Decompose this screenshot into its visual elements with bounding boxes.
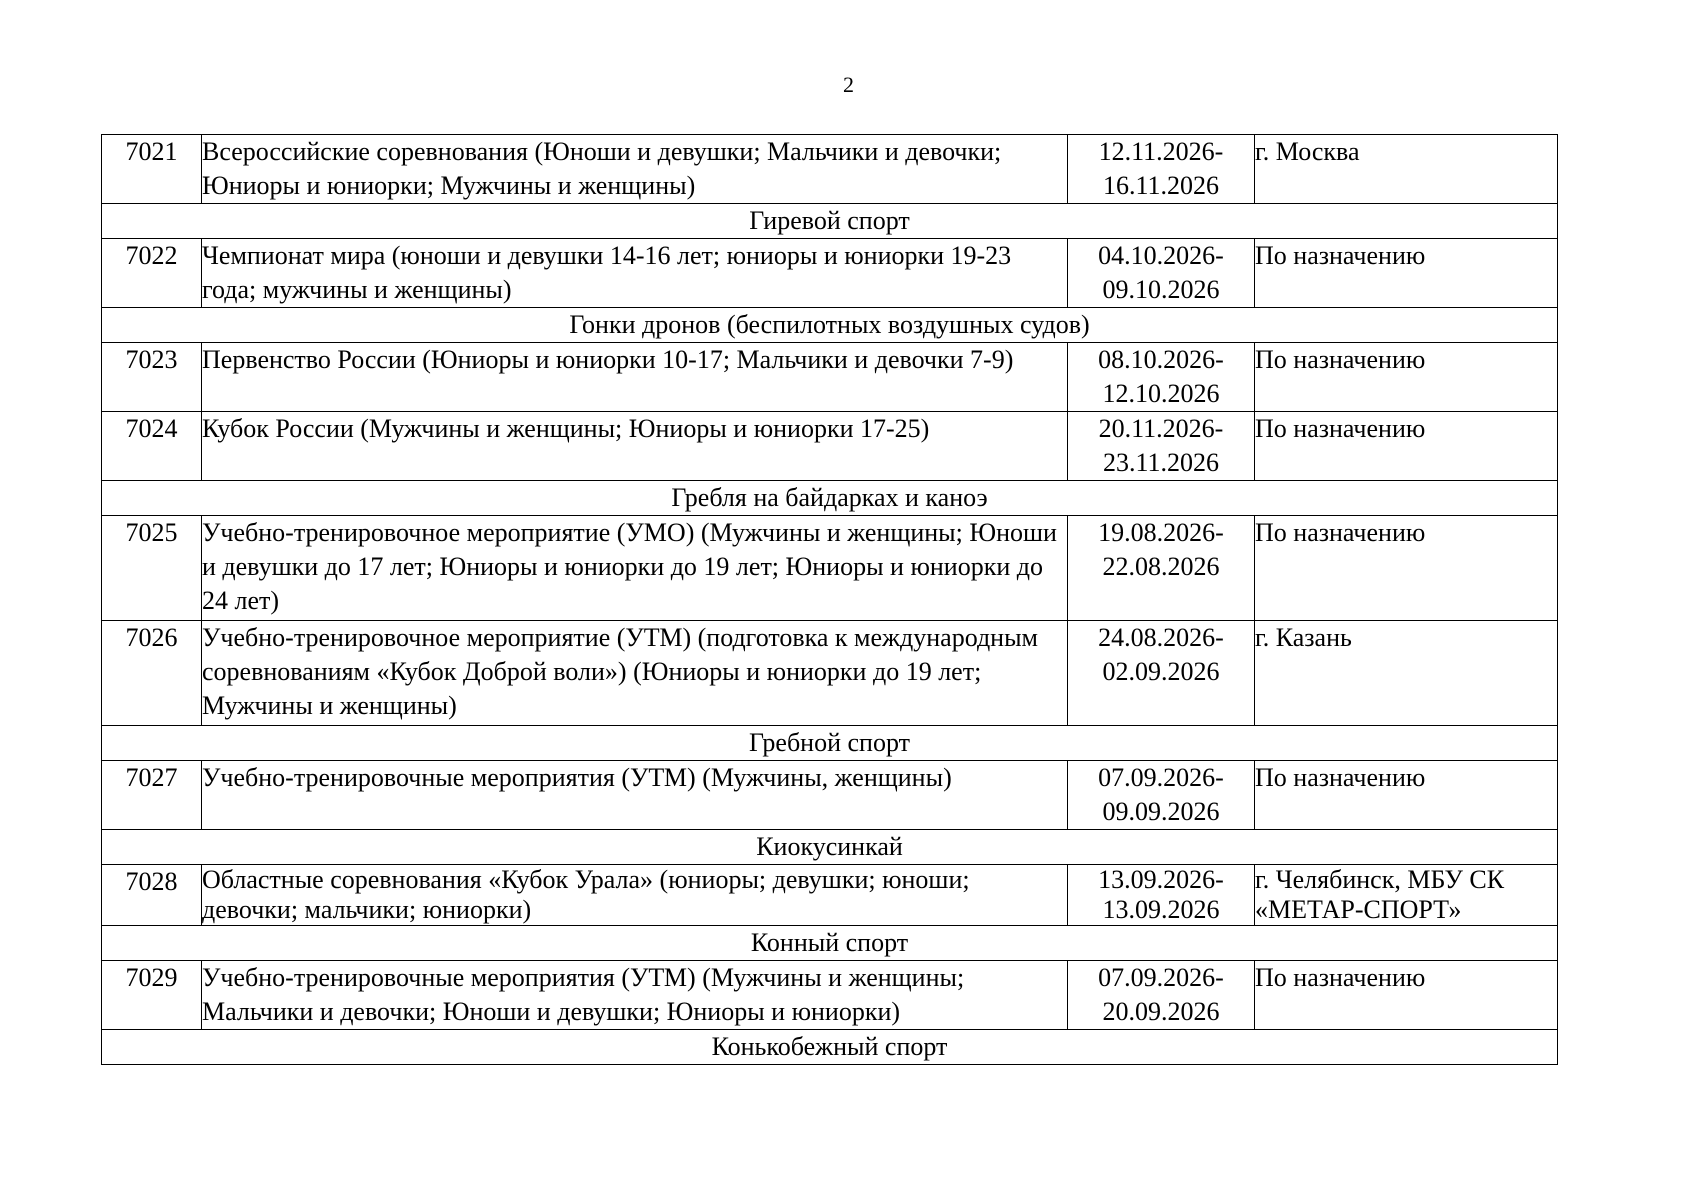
section-row: [102, 481, 1558, 516]
event-number: 7023: [102, 343, 202, 412]
section-title: Гребля на байдарках и каноэ: [102, 481, 1558, 516]
section-row: [102, 1030, 1558, 1065]
section-row: [102, 308, 1558, 343]
event-dates: [1068, 516, 1255, 621]
section-row: [102, 926, 1558, 961]
table-row: [102, 621, 1558, 726]
event-number: 7024: [102, 412, 202, 481]
event-dates: [1068, 761, 1255, 830]
table-row: [102, 135, 1558, 204]
event-title: Чемпионат мира (юноши и девушки 14-16 лет; юниоры и юниорки 19-23 года; мужчины и женщины): [202, 239, 1068, 308]
date-start: 13.09.2026-: [1098, 865, 1224, 894]
event-place: [1255, 516, 1558, 621]
event-place: [1255, 239, 1558, 308]
section-title: Гребной спорт: [102, 726, 1558, 761]
event-title: Кубок России (Мужчины и женщины; Юниоры и юниорки 17-25): [202, 412, 1068, 481]
event-dates: [1068, 343, 1255, 412]
table-row: [102, 239, 1558, 308]
event-dates: [1068, 412, 1255, 481]
date-end: 02.09.2026: [1102, 657, 1220, 686]
event-dates: [1068, 621, 1255, 726]
date-end: 09.09.2026: [1102, 797, 1220, 826]
place-text: По назначению: [1255, 241, 1426, 270]
event-title: Учебно-тренировочное мероприятие (УМО) (Мужчины и женщины; Юноши и девушки до 17 лет; Юниоры и юниорки до 19 лет; Юниоры и юниорки до 24 лет): [202, 516, 1068, 621]
event-title: Всероссийские соревнования (Юноши и девушки; Мальчики и девочки; Юниоры и юниорки; Мужчины и женщины): [202, 135, 1068, 204]
event-title: Учебно-тренировочные мероприятия (УТМ) (Мужчины и женщины; Мальчики и девочки; Юноши и девушки; Юниоры и юниорки): [202, 961, 1068, 1030]
section-row: [102, 830, 1558, 865]
event-number: 7025: [102, 516, 202, 621]
table-row: [102, 516, 1558, 621]
table-row: [102, 343, 1558, 412]
event-place: [1255, 412, 1558, 481]
date-start: 12.11.2026-: [1098, 137, 1224, 166]
events-table: [101, 134, 1558, 1065]
event-place: [1255, 761, 1558, 830]
table-row: [102, 412, 1558, 481]
date-start: 07.09.2026-: [1098, 763, 1224, 792]
date-end: 22.08.2026: [1102, 552, 1220, 581]
date-start: 24.08.2026-: [1098, 623, 1224, 652]
place-text: По назначению: [1255, 763, 1426, 792]
place-text: г. Челябинск, МБУ СК «МЕТАР-СПОРТ»: [1255, 865, 1505, 924]
section-title: Гонки дронов (беспилотных воздушных судов): [102, 308, 1558, 343]
date-end: 12.10.2026: [1102, 379, 1220, 408]
event-number: 7026: [102, 621, 202, 726]
date-end: 09.10.2026: [1102, 275, 1220, 304]
event-title: Учебно-тренировочные мероприятия (УТМ) (Мужчины, женщины): [202, 761, 1068, 830]
place-text: По назначению: [1255, 345, 1426, 374]
event-place: [1255, 621, 1558, 726]
event-place: [1255, 865, 1558, 926]
event-place: [1255, 135, 1558, 204]
event-title: Областные соревнования «Кубок Урала» (юниоры; девушки; юноши; девочки; мальчики; юниорки): [202, 865, 1068, 926]
event-number: 7022: [102, 239, 202, 308]
event-number: 7029: [102, 961, 202, 1030]
event-dates: [1068, 239, 1255, 308]
table-row: [102, 961, 1558, 1030]
event-number: 7028: [102, 865, 202, 926]
date-start: 07.09.2026-: [1098, 963, 1224, 992]
event-dates: [1068, 135, 1255, 204]
section-title: Конный спорт: [102, 926, 1558, 961]
table-row: [102, 761, 1558, 830]
place-text: По назначению: [1255, 963, 1426, 992]
place-text: г. Казань: [1255, 623, 1352, 652]
place-text: По назначению: [1255, 414, 1426, 443]
event-place: [1255, 343, 1558, 412]
section-row: [102, 204, 1558, 239]
section-row: [102, 726, 1558, 761]
date-end: 13.09.2026: [1102, 895, 1220, 924]
date-start: 20.11.2026-: [1098, 414, 1224, 443]
event-number: 7021: [102, 135, 202, 204]
section-title: Киокусинкай: [102, 830, 1558, 865]
event-dates: [1068, 865, 1255, 926]
section-title: Конькобежный спорт: [102, 1030, 1558, 1065]
event-title: Учебно-тренировочное мероприятие (УТМ) (подготовка к международным соревнованиям «Кубок Доброй воли») (Юниоры и юниорки до 19 лет; Мужчины и женщины): [202, 621, 1068, 726]
table-row: [102, 865, 1558, 926]
section-title: Гиревой спорт: [102, 204, 1558, 239]
page-number: 2: [843, 72, 854, 97]
event-number: 7027: [102, 761, 202, 830]
place-text: г. Москва: [1255, 137, 1360, 166]
date-end: 16.11.2026: [1102, 171, 1220, 200]
date-start: 04.10.2026-: [1098, 241, 1224, 270]
place-text: По назначению: [1255, 518, 1426, 547]
date-start: 08.10.2026-: [1098, 345, 1224, 374]
event-place: [1255, 961, 1558, 1030]
date-end: 20.09.2026: [1102, 997, 1220, 1026]
date-start: 19.08.2026-: [1098, 518, 1224, 547]
date-end: 23.11.2026: [1102, 448, 1220, 477]
event-dates: [1068, 961, 1255, 1030]
event-title: Первенство России (Юниоры и юниорки 10-17; Мальчики и девочки 7-9): [202, 343, 1068, 412]
